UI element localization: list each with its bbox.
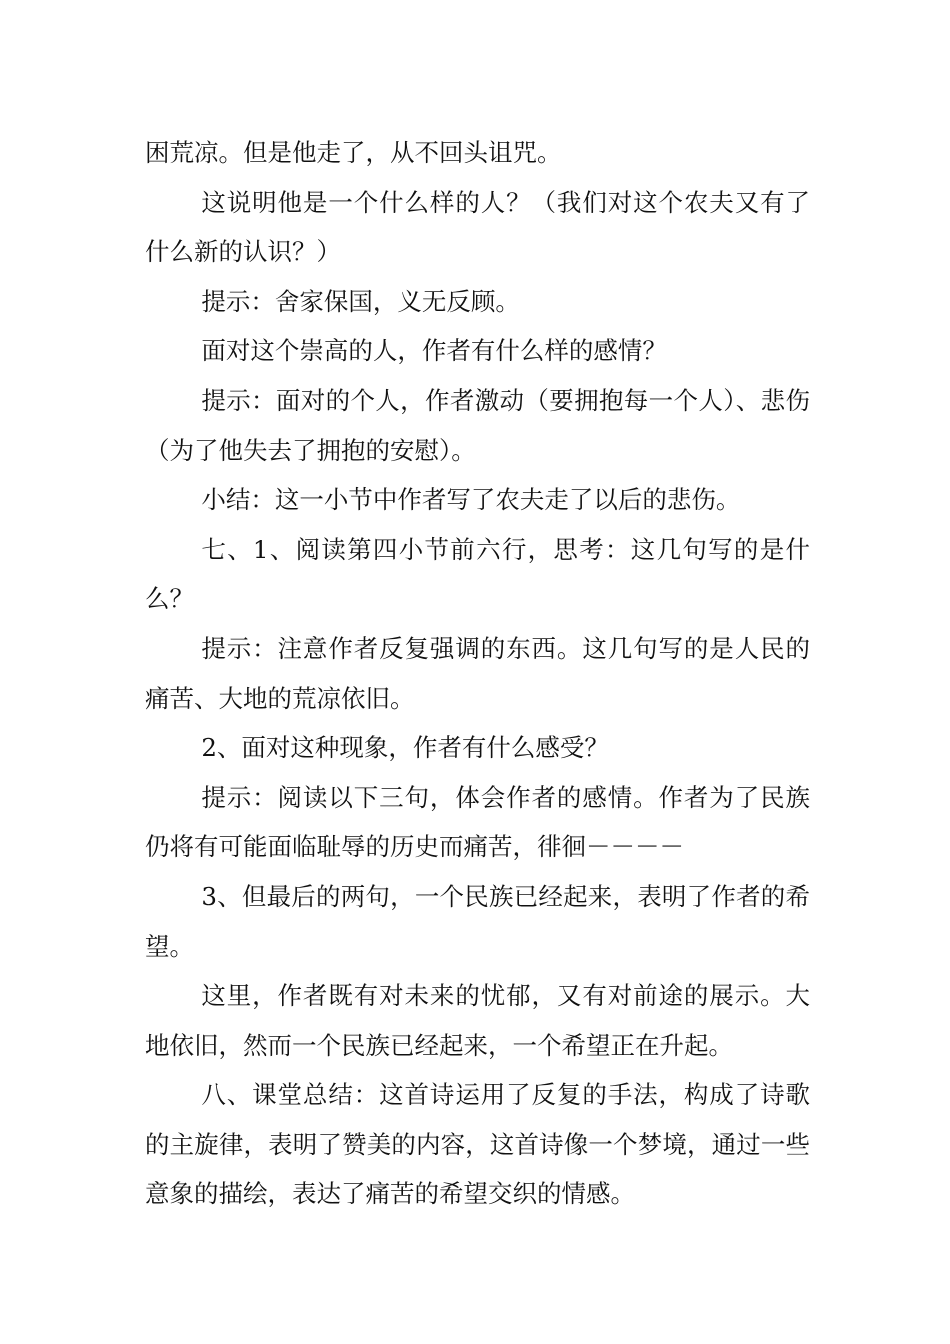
paragraph-class-summary: 八、课堂总结：这首诗运用了反复的手法，构成了诗歌的主旋律，表明了赞美的内容，这首诗像一个梦境，通过一些意象的描绘，表达了痛苦的希望交织的情感。: [145, 1080, 810, 1209]
paragraph-step-seven: 七、1、阅读第四小节前六行，思考：这几句写的是什么？: [145, 534, 810, 614]
paragraph-question-reaction: 2、面对这种现象，作者有什么感受？: [201, 733, 609, 763]
paragraph-question-character: 这说明他是一个什么样的人？（我们对这个农夫又有了什么新的认识？）: [145, 187, 810, 267]
document-body: [145, 128, 810, 1219]
paragraph-summary-section: 小结：这一小节中作者写了农夫走了以后的悲伤。: [201, 485, 741, 515]
paragraph-hint-emotion: 提示：面对的个人，作者激动（要拥抱每一个人）、悲伤（为了他失去了拥抱的安慰）。: [145, 385, 810, 465]
paragraph-hint-reading: 提示：阅读以下三句，体会作者的感情。作者为了民族仍将有可能面临耻辱的历史而痛苦，徘徊－－－－: [145, 782, 810, 862]
paragraph-question-feeling: 面对这个崇高的人，作者有什么样的感情？: [201, 336, 667, 366]
paragraph-hope: 3、但最后的两句，一个民族已经起来，表明了作者的希望。: [145, 881, 810, 961]
paragraph-continuation: 困荒凉。但是他走了，从不回头诅咒。: [145, 138, 562, 167]
paragraph-hint-repetition: 提示：注意作者反复强调的东西。这几句写的是人民的痛苦、大地的荒凉依旧。: [145, 633, 810, 713]
paragraph-analysis: 这里，作者既有对未来的忧郁，又有对前途的展示。大地依旧，然而一个民族已经起来，一个希望正在升起。: [145, 981, 810, 1060]
paragraph-hint-sacrifice: 提示：舍家保国，义无反顾。: [201, 286, 520, 316]
